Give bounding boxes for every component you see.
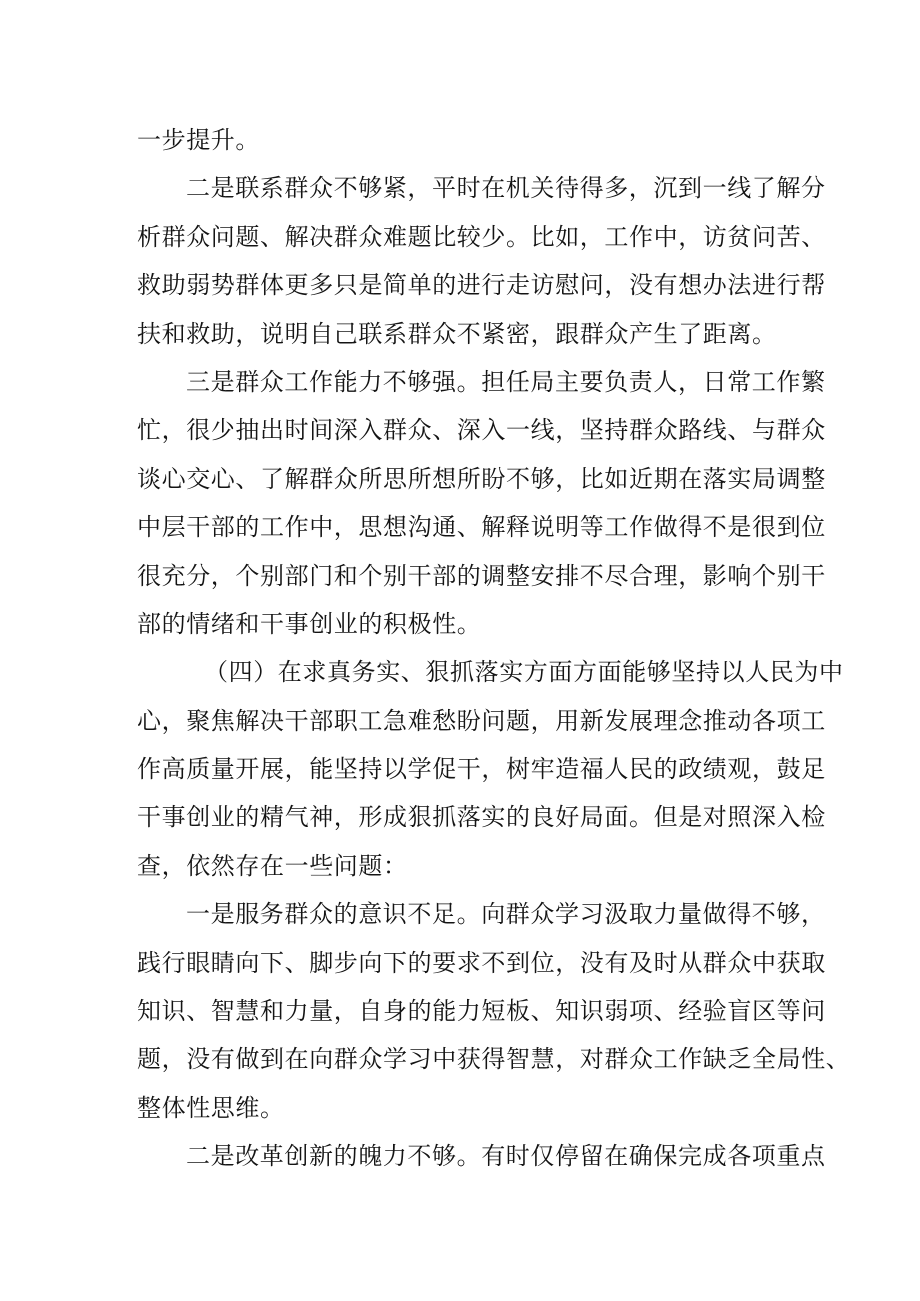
paragraph-line: 中层干部的工作中，思想沟通、解释说明等工作做得不是很到位: [137, 513, 826, 542]
paragraph-line: 扶和救助，说明自己联系群众不紧密，跟群众产生了距离。: [137, 319, 777, 348]
paragraph-line: 题，没有做到在向群众学习中获得智慧，对群众工作缺乏全局性、: [137, 1045, 851, 1074]
paragraph-line: 知识、智慧和力量，自身的能力短板、知识弱项、经验盲区等问: [137, 997, 826, 1026]
paragraph-line: 整体性思维。: [137, 1093, 285, 1122]
paragraph-line: 三是群众工作能力不够强。担任局主要负责人，日常工作繁: [186, 367, 826, 396]
paragraph-line: 析群众问题、解决群众难题比较少。比如，工作中，访贫问苦、: [137, 222, 826, 251]
paragraph-line: 心，聚焦解决干部职工急难愁盼问题，用新发展理念推动各项工: [137, 706, 826, 735]
paragraph-line: 查，依然存在一些问题：: [137, 851, 408, 880]
paragraph-line: 二是改革创新的魄力不够。有时仅停留在确保完成各项重点: [186, 1142, 826, 1171]
paragraph-line: 二是联系群众不够紧，平时在机关待得多，沉到一线了解分: [186, 174, 826, 203]
document-body: [137, 116, 851, 1181]
paragraph-line: 部的情绪和干事创业的积极性。: [137, 609, 482, 638]
paragraph-line: 一是服务群众的意识不足。向群众学习汲取力量做得不够，: [186, 900, 826, 929]
paragraph-line: 作高质量开展，能坚持以学促干，树牢造福人民的政绩观，鼓足: [137, 755, 826, 784]
paragraph-line: 谈心交心、了解群众所思所想所盼不够，比如近期在落实局调整: [137, 464, 826, 493]
paragraph-line: 一步提升。: [137, 126, 260, 154]
paragraph-line: 干事创业的精气神，形成狠抓落实的良好局面。但是对照深入检: [137, 803, 826, 832]
paragraph-line: 践行眼睛向下、脚步向下的要求不到位，没有及时从群众中获取: [137, 948, 826, 977]
section-heading-line: （四）在求真务实、狠抓落实方面方面能够坚持以人民为中: [204, 658, 844, 687]
paragraph-line: 很充分，个别部门和个别干部的调整安排不尽合理，影响个别干: [137, 561, 826, 590]
paragraph-line: 救助弱势群体更多只是简单的进行走访慰问，没有想办法进行帮: [137, 271, 826, 300]
paragraph-line: 忙，很少抽出时间深入群众、深入一线，坚持群众路线、与群众: [137, 416, 826, 445]
